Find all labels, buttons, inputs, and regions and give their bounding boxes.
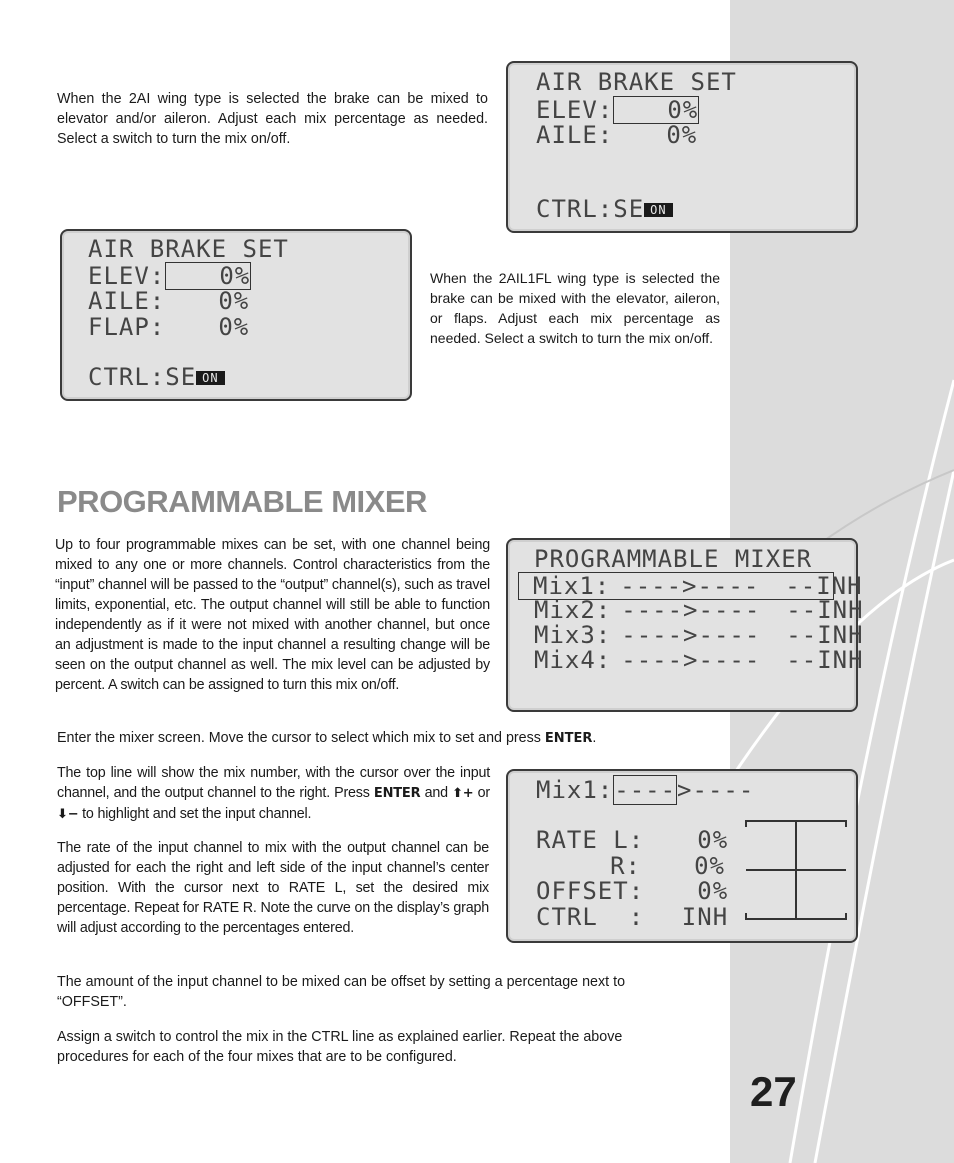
ctrl-on-badge: ON <box>644 203 672 217</box>
mix-row-route: ---->---- <box>621 596 761 624</box>
mix-row-state: --INH <box>786 646 864 674</box>
lcd-title: AIR BRAKE SET <box>88 235 289 263</box>
ctrl-label: CTRL:SE <box>536 195 645 223</box>
programmable-mixer-intro: Up to four programmable mixes can be set, with one channel being mixed to any one or more channels. Control characteristics from the “input” channel will be passed to the “output” channel(s), such as travel limits, exponential, etc. The output channel will still be able to function independently as if it were not mixed with another channel, but once an adjustment is made to the input channel a resulting change will be seen on the output channel as well. The mix level can be adjusted by percent. A switch can be assigned to turn this mix on/off. <box>55 537 490 693</box>
and-text: and <box>420 785 453 801</box>
elev-label: ELEV: <box>88 262 166 290</box>
aile-value: 0% <box>218 287 250 315</box>
mix-row-state: --INH <box>786 621 864 649</box>
mix-row-label: Mix2: <box>534 596 612 624</box>
mix-row-4 <box>534 647 864 673</box>
offset-label: OFFSET: <box>536 877 645 905</box>
mix-row-route: ---->---- <box>620 572 760 600</box>
ctrl-value: INH <box>681 903 729 931</box>
rate-l-value: 0% <box>697 826 729 854</box>
lcd-title: PROGRAMMABLE MIXER <box>534 545 813 573</box>
air-brake-2ail1fl-description: When the 2AIL1FL wing type is selected the brake can be mixed with the elevator, aileron, or flaps. Adjust each mix percentage as needed. Select a switch to turn the mix on/off. <box>430 270 720 346</box>
lcd-elev-row <box>536 96 699 124</box>
input-channel: ---- <box>614 776 677 804</box>
mix-label: Mix1: <box>536 776 614 804</box>
programmable-mixer-heading: PROGRAMMABLE MIXER <box>57 484 427 519</box>
assign-switch-instructions: Assign a switch to control the mix in the CTRL line as explained earlier. Repeat the above procedures for each of the four mixes that are to be configured. <box>57 1029 623 1065</box>
rate-r-value: 0% <box>694 852 725 880</box>
ctrl-on-badge: ON <box>196 371 224 385</box>
air-brake-2ai-lcd <box>506 61 858 233</box>
enter-key-label: ENTER <box>544 731 593 746</box>
air-brake-2ail1fl-lcd <box>60 229 412 401</box>
rate-r-label: R: <box>610 852 641 880</box>
aile-label: AILE: <box>536 121 614 149</box>
lcd-aile-row <box>88 288 249 314</box>
elev-value: 0% <box>165 262 251 290</box>
mix-row-route: ---->---- <box>621 646 761 674</box>
mix-detail-lcd <box>506 769 858 943</box>
lcd-ctrl-row <box>536 904 728 930</box>
aile-label: AILE: <box>88 287 166 315</box>
top-line-tail: to highlight and set the input channel. <box>78 806 312 822</box>
enter-instructions-end: . <box>592 730 597 746</box>
enter-instructions-text: Enter the mixer screen. Move the cursor to select which mix to set and press <box>57 730 545 746</box>
top-line-instructions <box>57 763 490 825</box>
output-channel: >---- <box>677 776 755 804</box>
elev-value: 0% <box>613 96 699 124</box>
rate-instructions: The rate of the input channel to mix with the output channel can be adjusted for each the right and left side of the input channel’s center position. With the cursor next to RATE L, set the desired mix percentage. Repeat for RATE R. Note the curve on the display’s graph will adjust according to the percentages entered. <box>57 840 489 936</box>
top-line-text: The top line will show the mix number, with the cursor over the input channel, and the output channel to the right. Press <box>57 765 490 801</box>
offset-instructions: The amount of the input channel to be mixed can be offset by setting a percentage next to “OFFSET”. <box>57 974 626 1010</box>
lcd-title: AIR BRAKE SET <box>536 68 737 96</box>
lcd-flap-row <box>88 314 249 340</box>
rate-l-label: RATE L: <box>536 826 645 854</box>
mix-row-label: Mix3: <box>534 621 612 649</box>
lcd-ctrl-row <box>536 196 673 222</box>
flap-value: 0% <box>218 313 250 341</box>
up-plus-key-icon: ⬆+ <box>452 786 474 801</box>
ctrl-label: CTRL:SE <box>88 363 197 391</box>
page-number: 27 <box>750 1068 797 1115</box>
mix-curve-graph <box>744 819 848 921</box>
mix-row-state: --INH <box>786 596 864 624</box>
or-text: or <box>473 785 490 801</box>
lcd-aile-row <box>536 122 697 148</box>
lcd-elev-row <box>88 262 251 290</box>
flap-label: FLAP: <box>88 313 166 341</box>
enter-instructions <box>57 728 717 749</box>
ctrl-label: CTRL : <box>536 903 645 931</box>
mix-row-state: --INH <box>785 572 863 600</box>
aile-value: 0% <box>666 121 698 149</box>
mix-row-2 <box>534 597 864 623</box>
mix-row-3 <box>534 622 864 648</box>
enter-key-label: ENTER <box>373 786 421 801</box>
mix-row-label: Mix1: <box>533 572 611 600</box>
mix-row-route: ---->---- <box>621 621 761 649</box>
lcd-ctrl-row <box>88 364 225 390</box>
mix-row-label: Mix4: <box>534 646 612 674</box>
programmable-mixer-list-lcd <box>506 538 864 712</box>
lcd-mix-row <box>536 777 754 803</box>
offset-value: 0% <box>697 877 729 905</box>
lcd-rate-l-row <box>536 827 728 853</box>
lcd-offset-row <box>536 878 728 904</box>
air-brake-2ai-description: When the 2AI wing type is selected the brake can be mixed to elevator and/or aileron. Adjust each mix percentage as needed. Select a switch to turn the mix on/off. <box>57 91 488 147</box>
lcd-rate-r-row <box>536 853 725 879</box>
elev-label: ELEV: <box>536 96 614 124</box>
down-minus-key-icon: ⬇− <box>57 807 79 822</box>
